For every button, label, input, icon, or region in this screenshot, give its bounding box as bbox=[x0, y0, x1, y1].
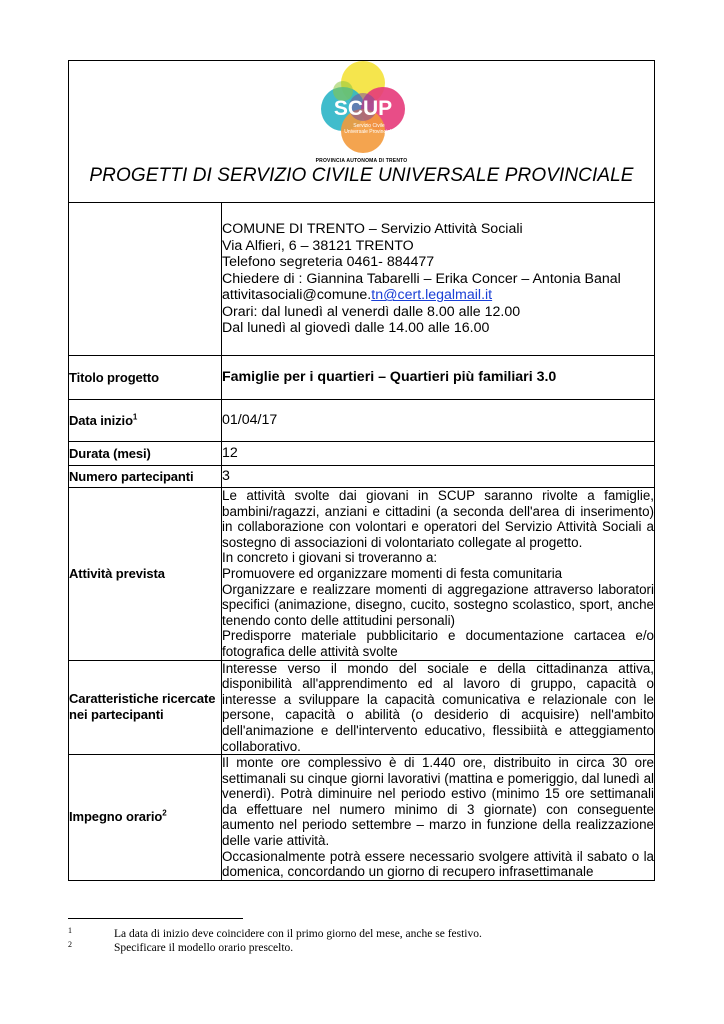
contact-address: Via Alfieri, 6 – 38121 TRENTO bbox=[222, 237, 414, 254]
contact-organization: COMUNE DI TRENTO – Servizio Attività Sociali bbox=[222, 220, 523, 237]
label-durata: Durata (mesi) bbox=[69, 442, 222, 466]
value-caratteristiche bbox=[222, 660, 655, 755]
logo-brand: SCUP bbox=[333, 97, 393, 120]
attivita-paragraph: Predisporre materiale pubblicitario e documentazione cartacea e/o fotografica delle attività svolte bbox=[222, 628, 654, 659]
value-partecipanti: 3 bbox=[222, 466, 655, 488]
attivita-paragraph: Organizzare e realizzare momenti di aggregazione attraverso laboratori specifici (animazione, disegno, cucito, sostegno scolastico, sport, anche tenendo conto delle attitudini personali) bbox=[222, 581, 654, 628]
value-impegno bbox=[222, 755, 655, 881]
footnote-1-text: La data di inizio deve coincidere con il primo giorno del mese, anche se festivo. bbox=[114, 928, 482, 940]
contact-email bbox=[222, 287, 654, 304]
contact-hours-morning: Orari: dal lunedì al venerdì dalle 8.00 alle 12.00 bbox=[222, 303, 521, 320]
label-caratteristiche-line1: Caratteristiche ricercate bbox=[69, 691, 216, 707]
attivita-paragraph: In concreto i giovani si troveranno a: bbox=[222, 550, 438, 566]
footnote-1-number: 1 bbox=[68, 926, 72, 935]
caratteristiche-text: Interesse verso il mondo del sociale e della cittadinanza attiva, disponibilità all'apprendimento ed al lavoro di gruppo, capacità o interesse a sviluppare la capacità comunicativa e relazionale con le persone, capacità o abilità (o desiderio di acquisire) nell'ambito dell'animazione e dell'intervento educativo, flessibiità e atteggiamento collaborativo. bbox=[222, 660, 654, 754]
page-title: PROGETTI DI SERVIZIO CIVILE UNIVERSALE PROVINCIALE bbox=[89, 165, 634, 186]
label-data-inizio-text: Data inizio bbox=[69, 412, 133, 428]
footnote-2-number: 2 bbox=[68, 940, 72, 949]
scup-logo bbox=[313, 61, 413, 165]
logo-subtitle-2: Universale Provinciale bbox=[344, 129, 394, 135]
label-caratteristiche bbox=[69, 660, 222, 755]
contact-persons: Chiedere di : Giannina Tabarelli – Erika Concer – Antonia Banal bbox=[222, 270, 621, 287]
label-impegno bbox=[69, 755, 222, 881]
label-caratteristiche-line2: nei partecipanti bbox=[69, 707, 164, 723]
value-durata: 12 bbox=[222, 442, 655, 466]
footnote-2-text: Specificare il modello orario prescelto. bbox=[114, 942, 294, 954]
contact-phone: Telefono segreteria 0461- 884477 bbox=[222, 254, 435, 271]
impegno-paragraph: Occasionalmente potrà essere necessario svolgere attività il sabato o la domenica, concordando un giorno di recupero infrasettimanale bbox=[222, 848, 654, 880]
label-attivita: Attività prevista bbox=[69, 488, 222, 661]
footnote-ref-2: 2 bbox=[162, 809, 167, 819]
email-prefix: attivitasociali@comune. bbox=[222, 287, 372, 304]
logo-caption: PROVINCIA AUTONOMA DI TRENTO bbox=[315, 158, 408, 164]
contact-label-cell bbox=[69, 203, 222, 356]
attivita-paragraph: Promuovere ed organizzare momenti di festa comunitaria bbox=[222, 565, 563, 581]
header-cell bbox=[69, 61, 655, 203]
project-table bbox=[68, 60, 655, 881]
label-impegno-text: Impegno orario bbox=[69, 809, 163, 825]
email-link[interactable]: tn@cert.legalmail.it bbox=[371, 287, 493, 304]
value-data-inizio: 01/04/17 bbox=[222, 400, 655, 442]
value-attivita bbox=[222, 488, 655, 661]
logo-subtitle-1: Servizio Civile bbox=[353, 123, 385, 129]
attivita-paragraph: Le attività svolte dai giovani in SCUP saranno rivolte a famiglie, bambini/ragazzi, anziani e cittadini (a seconda dell'area di inserimento) in collaborazione con volontari e operatori del Servizio Attività Sociali a sostegno di associazioni di volontariato collegate al progetto. bbox=[222, 488, 654, 550]
label-titolo: Titolo progetto bbox=[69, 356, 222, 400]
label-data-inizio bbox=[69, 400, 222, 442]
impegno-paragraph: Il monte ore complessivo è di 1.440 ore, distribuito in circa 30 ore settimanali su cinque giorni lavorativi (mattina e pomeriggio, dal lunedì al venerdì). Potrà diminuire nel periodo estivo (minimo 15 ore settimanali da effettuare nel numero minimo di 3 giornate) con conseguente aumento nel periodo settembre – marzo in funzione della realizzazione delle varie attività. bbox=[222, 755, 654, 849]
footnote-ref-1: 1 bbox=[132, 412, 138, 422]
contact-hours-afternoon: Dal lunedì al giovedì dalle 14.00 alle 16.00 bbox=[222, 320, 490, 337]
value-titolo: Famiglie per i quartieri – Quartieri più familiari 3.0 bbox=[222, 356, 655, 400]
label-partecipanti: Numero partecipanti bbox=[69, 466, 222, 488]
contact-cell bbox=[222, 203, 655, 356]
footnote-separator bbox=[68, 918, 243, 919]
